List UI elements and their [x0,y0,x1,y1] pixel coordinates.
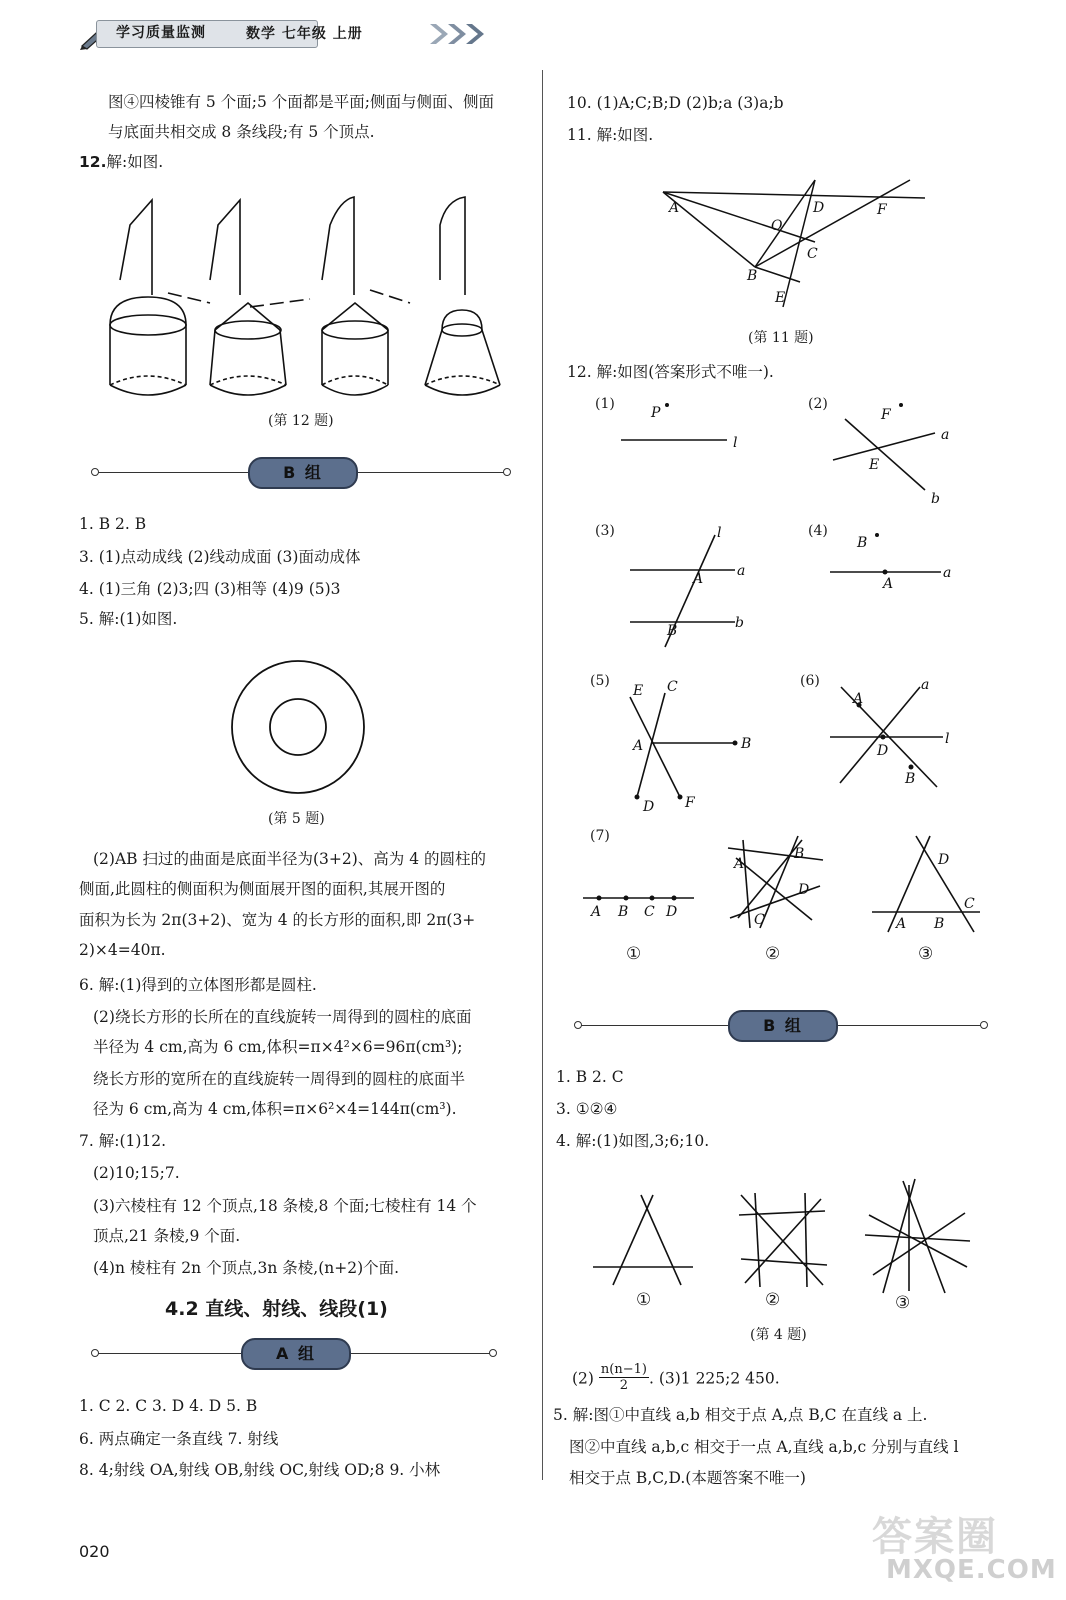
fig12-shape-3 [322,197,354,295]
rb-answers-1-2: 1. B 2. C [556,1068,624,1086]
svg-text:B: B [747,268,758,284]
q10-answer: 10. (1)A;C;B;D (2)b;a (3)a;b [567,94,784,112]
svg-text:B: B [905,771,916,787]
svg-text:A: A [734,856,745,872]
b7-line1: 7. 解:(1)12. [79,1132,167,1150]
rb5-line2: 图②中直线 a,b,c 相交于一点 A,直线 a,b,c 分别与直线 l [569,1438,959,1456]
svg-text:a: a [943,565,952,581]
group-b-badge-right: B 组 [728,1010,838,1042]
svg-text:O: O [771,218,783,234]
book-series-title: 学习质量监测 [116,25,206,41]
fig12-caption: (第 12 题) [268,413,334,429]
svg-text:A: A [883,576,894,592]
fig4-circle-1: ① [636,1290,652,1310]
svg-text:B: B [667,623,678,639]
svg-text:F: F [877,202,887,218]
svg-text:l: l [733,435,738,451]
svg-text:A: A [853,691,864,707]
fig12-part-4 [825,525,960,595]
book-subtitle: 数学 七年级 上册 [246,26,363,42]
rb-answer-4-2 [572,1364,780,1395]
rb5-line1: 5. 解:图①中直线 a,b 相交于点 A,点 B,C 在直线 a 上. [553,1406,928,1424]
group-b-divider-left [95,462,507,482]
b-answer-3: 3. (1)点动成线 (2)线动成面 (3)面动成体 [79,548,361,566]
svg-text:D: D [798,882,810,898]
b6-line1: 6. 解:(1)得到的立体图形都是圆柱. [79,976,317,994]
b6-line3: 半径为 4 cm,高为 6 cm,体积=π×4²×6=96π(cm³); [93,1038,463,1056]
fig12-part-2 [825,395,955,510]
fig12-shape-4 [440,197,465,295]
b6-line5: 径为 6 cm,高为 4 cm,体积=π×6²×4=144π(cm³). [93,1100,457,1118]
rb4-2-rest: . (3)1 225;2 450. [648,1369,780,1388]
svg-text:D: D [877,743,889,759]
page-number: 020 [79,1542,110,1561]
svg-text:C: C [644,904,655,920]
column-divider [542,70,543,1480]
figure-12-left [100,185,520,410]
b6-line2: (2)绕长方形的长所在的直线旋转一周得到的圆柱的底面 [93,1008,472,1026]
fig12-7-circle-2: ② [765,944,781,964]
q11-cont-line2: 与底面共相交成 8 条线段;有 5 个顶点. [108,123,375,141]
fig12-part-5 [625,675,760,820]
a-answers-1-5: 1. C 2. C 3. D 4. D 5. B [79,1397,258,1415]
b6-line4: 绕长方形的宽所在的直线旋转一周得到的圆柱的底面半 [93,1070,466,1088]
a-answers-6-7: 6. 两点确定一条直线 7. 射线 [79,1430,279,1448]
svg-text:A: A [896,916,907,932]
fig12-7-circle-1: ① [626,944,642,964]
rb-answer-3: 3. ①②④ [556,1100,618,1118]
group-b-badge-left: B 组 [248,457,358,489]
b7-line4: 顶点,21 条棱,9 个面. [93,1227,241,1245]
fig12-label-3: (3) [595,523,615,539]
svg-text:A: A [693,571,704,587]
rb-answer-4: 4. 解:(1)如图,3;6;10. [556,1132,710,1150]
fig12-part-3 [625,525,760,655]
figure-5-ring [228,657,368,797]
fig12-solid-cone-cylinder [322,303,388,395]
b5-2-line4: 2)×4=40π. [79,941,166,959]
b5-2-line1: (2)AB 扫过的曲面是底面半径为(3+2)、高为 4 的圆柱的 [93,850,486,868]
b-answer-4: 4. (1)三角 (2)3;四 (3)相等 (4)9 (5)3 [79,580,341,598]
q11-answer: 11. 解:如图. [567,126,654,144]
fig12-label-6: (6) [800,673,820,689]
group-b-divider-right [578,1015,984,1035]
fig12-solid-cone-frustum [210,303,286,395]
svg-text:l: l [717,525,722,541]
svg-text:B: B [618,904,629,920]
fig12-part-1 [615,395,755,455]
fig12-7-circle-3: ③ [918,944,934,964]
fig12-label-1: (1) [595,396,615,412]
svg-text:B: B [857,535,868,551]
b7-line5: (4)n 棱柱有 2n 个顶点,3n 条棱,(n+2)个面. [93,1259,400,1277]
svg-text:A: A [591,904,602,920]
svg-text:B: B [741,736,752,752]
q12-label: 12. [79,153,107,171]
q12-right-answer: 12. 解:如图(答案形式不唯一). [567,363,774,381]
fig4-circle-3: ③ [895,1293,911,1313]
svg-text:D: D [938,852,950,868]
fig12-part-7 [578,828,988,938]
fig12-shape-2 [210,200,240,295]
rb5-line3: 相交于点 B,C,D.(本题答案不唯一) [569,1469,806,1487]
q11-cont-line1: 图④四棱锥有 5 个面;5 个面都是平面;侧面与侧面、侧面 [108,93,494,111]
svg-text:D: D [643,799,655,815]
svg-text:B: B [794,846,805,862]
svg-text:a: a [737,563,746,579]
b7-line3: (3)六棱柱有 12 个顶点,18 条棱,8 个面;七棱柱有 14 个 [93,1197,477,1215]
svg-text:E: E [633,683,644,699]
fig12-solid-hemisphere-cylinder [110,297,186,395]
q12-text: 解:如图. [106,153,164,171]
svg-text:B: B [934,916,945,932]
group-a-badge: A 组 [241,1338,351,1370]
svg-text:F: F [685,795,695,811]
svg-text:l: l [945,731,950,747]
watermark-logo: 答案圈 [872,1514,998,1560]
fig12-label-2: (2) [808,396,828,412]
group-a-divider [95,1343,493,1363]
b-answers-1-2: 1. B 2. B [79,515,147,533]
svg-text:A: A [633,738,644,754]
fig4-caption: (第 4 题) [750,1327,807,1343]
rb4-2-numerator: n(n−1) [600,1362,647,1377]
figure-4 [585,1175,980,1305]
fig4-circle-2: ② [765,1290,781,1310]
fig12-solid-hemisphere-frustum [425,310,500,395]
b5-2-line2: 侧面,此圆柱的侧面积为侧面展开图的面积,其展开图的 [79,880,446,898]
b7-line2: (2)10;15;7. [93,1164,180,1182]
fig12-label-5: (5) [590,673,610,689]
svg-text:C: C [667,679,678,695]
svg-text:E: E [869,457,880,473]
fig12-part-6 [825,675,965,800]
fig5-caption: (第 5 题) [268,811,325,827]
rb4-2-prefix: (2) [572,1369,594,1388]
fig11-caption: (第 11 题) [748,330,814,346]
svg-text:F: F [881,407,891,423]
svg-text:A: A [669,200,680,216]
b-answer-5: 5. 解:(1)如图. [79,610,178,628]
outer-circle [232,661,364,793]
page-header [78,16,508,50]
svg-text:P: P [651,405,661,421]
rb4-2-denominator: 2 [619,1378,629,1393]
fig12-shape-1 [120,200,152,295]
chevron-decoration-icon [428,22,508,46]
inner-circle [270,699,326,755]
b5-2-line3: 面积为长为 2π(3+2)、宽为 4 的长方形的面积,即 2π(3+ [79,911,476,929]
fig12-label-4: (4) [808,523,828,539]
svg-text:a: a [921,677,930,693]
svg-text:D: D [666,904,678,920]
svg-text:b: b [931,491,940,507]
svg-text:b: b [735,615,744,631]
fig12-label-7: (7) [590,828,610,844]
svg-text:E: E [775,290,786,306]
svg-text:C: C [754,912,765,928]
watermark-url: MXQE.COM [886,1555,1057,1585]
figure-11 [655,172,935,317]
section-title: 4.2 直线、射线、线段(1) [165,1298,388,1320]
a-answers-8-9: 8. 4;射线 OA,射线 OB,射线 OC,射线 OD;8 9. 小林 [79,1461,441,1479]
svg-text:D: D [813,200,825,216]
svg-text:C: C [964,896,975,912]
svg-text:C: C [807,246,818,262]
svg-text:a: a [941,427,950,443]
